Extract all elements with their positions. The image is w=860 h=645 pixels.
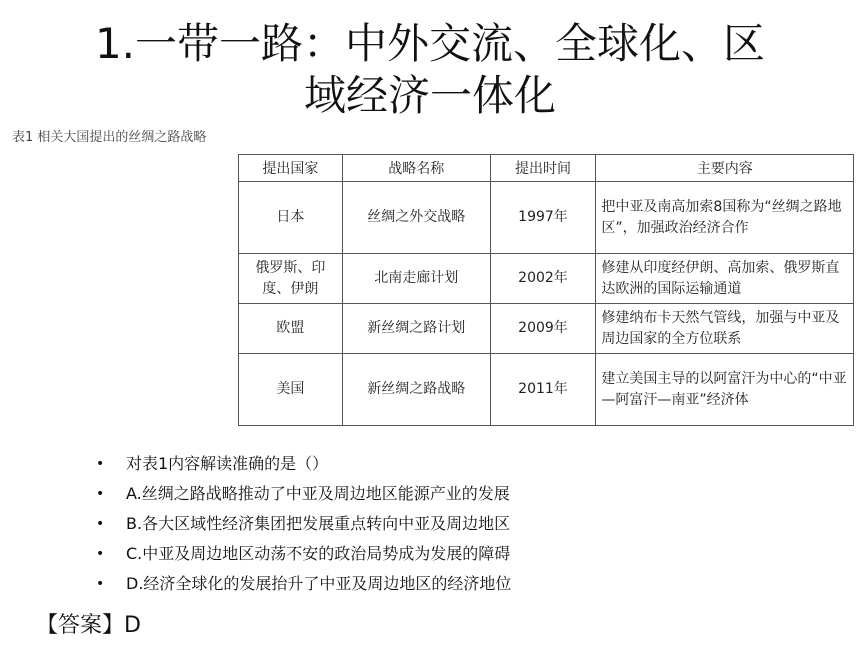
option-b: [96, 512, 511, 542]
cell-country: 日本: [239, 182, 343, 254]
cell-country: 俄罗斯、印度、伊朗: [239, 254, 343, 304]
cell-content: 把中亚及南高加索8国称为“丝绸之路地区”，加强政治经济合作: [596, 182, 854, 254]
cell-strategy-name: 新丝绸之路战略: [342, 354, 490, 426]
option-d: [96, 572, 511, 602]
cell-year: 1997年: [490, 182, 596, 254]
title-line-1: 1.一带一路：中外交流、全球化、区: [94, 19, 766, 68]
option-a: [96, 482, 511, 512]
option-text: C.中亚及周边地区动荡不安的政治局势成为发展的障碍: [126, 544, 511, 563]
bullet-icon: •: [96, 546, 105, 562]
cell-year: 2009年: [490, 304, 596, 354]
header-strategy-name: 战略名称: [342, 155, 490, 182]
header-content: 主要内容: [596, 155, 854, 182]
table-row: [239, 304, 854, 354]
slide-title: [40, 18, 820, 122]
cell-strategy-name: 新丝绸之路计划: [342, 304, 490, 354]
table-row: [239, 354, 854, 426]
table-header-row: [239, 155, 854, 182]
cell-strategy-name: 北南走廊计划: [342, 254, 490, 304]
option-text: B.各大区域性经济集团把发展重点转向中亚及周边地区: [126, 514, 511, 533]
bullet-icon: •: [96, 486, 105, 502]
option-text: D.经济全球化的发展抬升了中亚及周边地区的经济地位: [126, 574, 512, 593]
option-c: [96, 542, 511, 572]
question-list: [96, 452, 511, 602]
bullet-icon: •: [96, 576, 105, 592]
header-country: 提出国家: [239, 155, 343, 182]
cell-country: 美国: [239, 354, 343, 426]
answer-text: 【答案】D: [36, 613, 141, 638]
cell-year: 2011年: [490, 354, 596, 426]
question-stem: [96, 452, 511, 482]
bullet-icon: •: [96, 456, 105, 472]
header-year: 提出时间: [490, 155, 596, 182]
cell-content: 修建从印度经伊朗、高加索、俄罗斯直达欧洲的国际运输通道: [596, 254, 854, 304]
title-line-2: 域经济一体化: [303, 71, 556, 120]
bullet-icon: •: [96, 516, 105, 532]
cell-content: 修建纳布卡天然气管线，加强与中亚及周边国家的全方位联系: [596, 304, 854, 354]
table-row: [239, 254, 854, 304]
table-row: [239, 182, 854, 254]
table-caption: 表1 相关大国提出的丝绸之路战略: [12, 130, 207, 145]
cell-content: 建立美国主导的以阿富汗为中心的“中亚—阿富汗—南亚”经济体: [596, 354, 854, 426]
strategy-table: [238, 154, 854, 426]
cell-year: 2002年: [490, 254, 596, 304]
question-text: 对表1内容解读准确的是（）: [126, 454, 329, 473]
cell-strategy-name: 丝绸之外交战略: [342, 182, 490, 254]
cell-country: 欧盟: [239, 304, 343, 354]
option-text: A.丝绸之路战略推动了中亚及周边地区能源产业的发展: [126, 484, 510, 503]
